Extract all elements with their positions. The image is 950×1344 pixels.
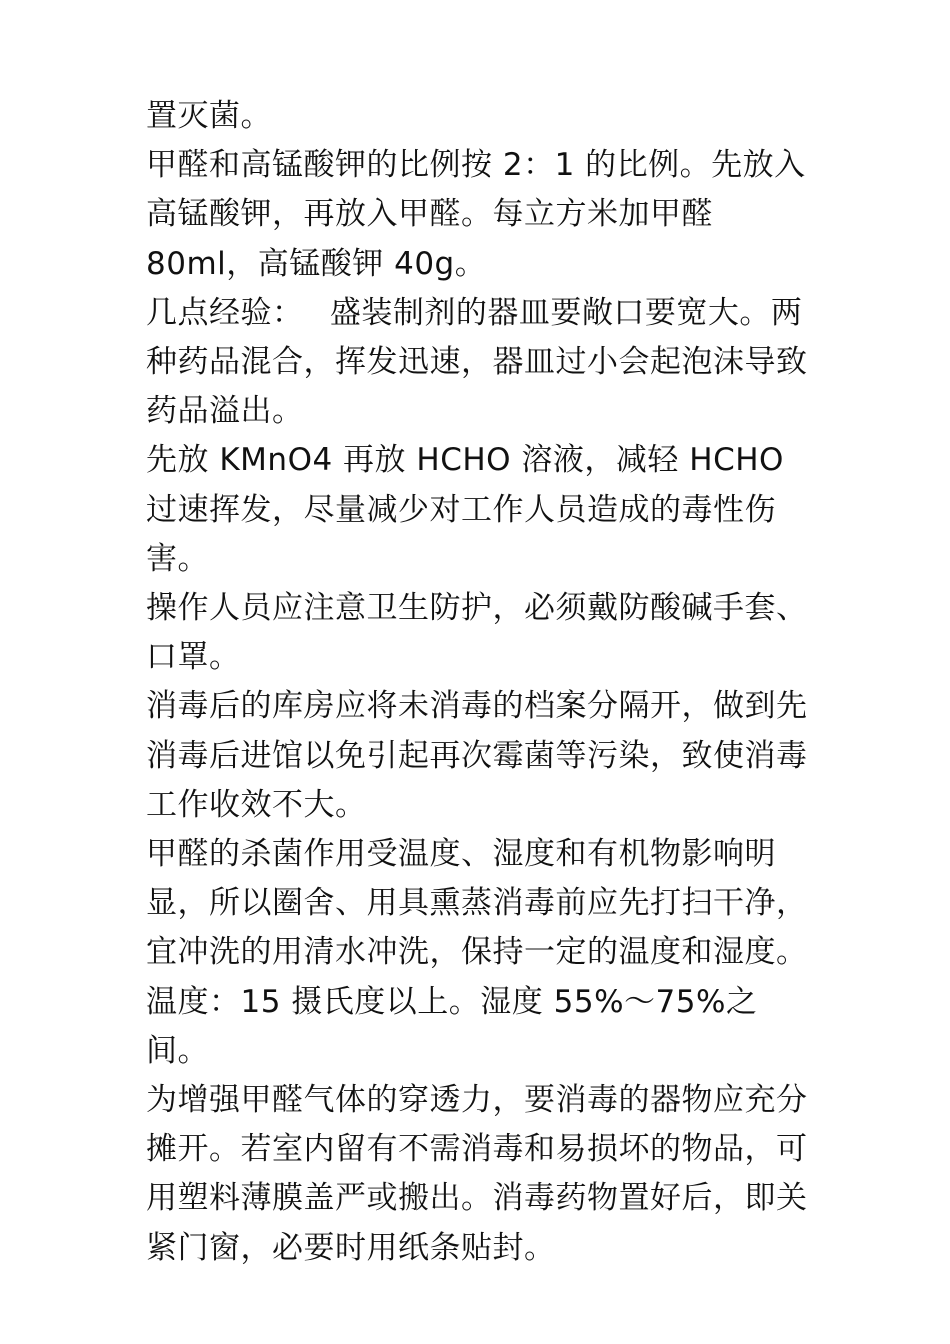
paragraph-order: 先放 KMnO4 再放 HCHO 溶液，减轻 HCHO 过速挥发，尽量减少对工作人员造成的毒性伤害。 (146, 442, 784, 577)
paragraph-penetration: 为增强甲醛气体的穿透力，要消毒的器物应充分摊开。若室内留有不需消毒和易损坏的物品，可用塑料薄膜盖严或搬出。消毒药物置好后，即关紧门窗，必要时用纸条贴封。 (146, 1082, 808, 1266)
paragraph-conditions: 甲醛的杀菌作用受温度、湿度和有机物影响明显，所以圈舍、用具熏蒸消毒前应先打扫干净，宜冲洗的用清水冲洗，保持一定的温度和湿度。 (146, 836, 808, 971)
document-body (146, 92, 818, 1273)
paragraph-experience: 几点经验： 盛装制剂的器皿要敞口要宽大。两种药品混合，挥发迅速，器皿过小会起泡沫导致药品溢出。 (146, 294, 808, 430)
paragraph-protection: 操作人员应注意卫生防护，必须戴防酸碱手套、口罩。 (146, 590, 808, 676)
paragraph-sterilize-fragment: 置灭菌。 (146, 98, 272, 134)
paragraph-ratio: 甲醛和高锰酸钾的比例按 2：1 的比例。先放入高锰酸钾，再放入甲醛。每立方米加甲醛 80ml，高锰酸钾 40g。 (146, 147, 806, 282)
paragraph-separation: 消毒后的库房应将未消毒的档案分隔开，做到先消毒后进馆以免引起再次霉菌等污染，致使消毒工作收效不大。 (146, 688, 808, 823)
paragraph-temperature-humidity: 温度：15 摄氏度以上。湿度 55%～75%之间。 (146, 983, 758, 1069)
